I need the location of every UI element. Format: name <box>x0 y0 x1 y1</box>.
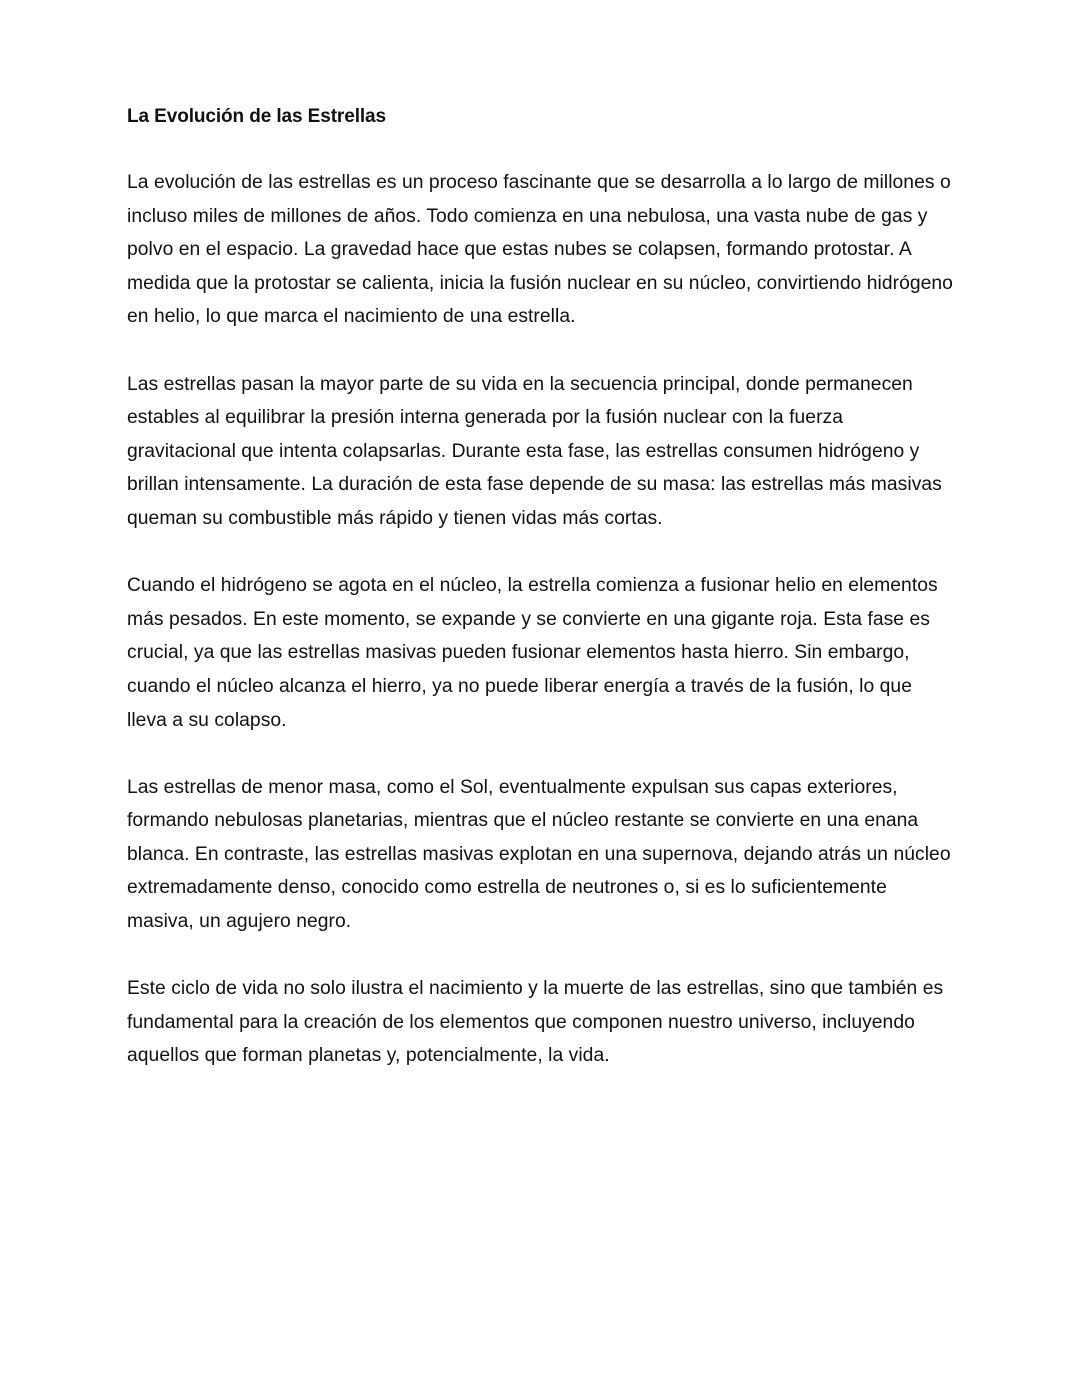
paragraph-red-giant: Cuando el hidrógeno se agota en el núcleo, la estrella comienza a fusionar helio en elementos más pesados. En este momento, se expande y se convierte en una gigante roja. Esta fase es crucial, ya que las estrellas masivas pueden fusionar elementos hasta hierro. Sin embargo, cuando el núcleo alcanza el hierro, ya no puede liberar energía a través de la fusión, lo que lleva a su colapso. <box>127 575 938 731</box>
document-title: La Evolución de las Estrellas <box>127 106 386 127</box>
paragraph-nebula-birth: La evolución de las estrellas es un proceso fascinante que se desarrolla a lo largo de millones o incluso miles de millones de años. Todo comienza en una nebulosa, una vasta nube de gas y polvo en el espacio. La gravedad hace que estas nubes se colapsen, formando protostar. A medida que la protostar se calienta, inicia la fusión nuclear en su núcleo, convirtiendo hidrógeno en helio, lo que marca el nacimiento de una estrella. <box>127 172 953 328</box>
paragraph-life-cycle: Este ciclo de vida no solo ilustra el nacimiento y la muerte de las estrellas, sino que también es fundamental para la creación de los elementos que componen nuestro universo, incluyendo aquellos que forman planetas y, potencialmente, la vida. <box>127 978 944 1067</box>
paragraph-main-sequence: Las estrellas pasan la mayor parte de su vida en la secuencia principal, donde permanecen estables al equilibrar la presión interna generada por la fusión nuclear con la fuerza gravitacional que intenta colapsarlas. Durante esta fase, las estrellas consumen hidrógeno y brillan intensamente. La duración de esta fase depende de su masa: las estrellas más masivas queman su combustible más rápido y tienen vidas más cortas. <box>127 373 942 529</box>
paragraph-stellar-death: Las estrellas de menor masa, como el Sol, eventualmente expulsan sus capas exteriores, formando nebulosas planetarias, mientras que el núcleo restante se convierte en una enana blanca. En contraste, las estrellas masivas explotan en una supernova, dejando atrás un núcleo extremadamente denso, conocido como estrella de neutrones o, si es lo suficientemente masiva, un agujero negro. <box>127 776 951 933</box>
document-page <box>127 100 957 1107</box>
